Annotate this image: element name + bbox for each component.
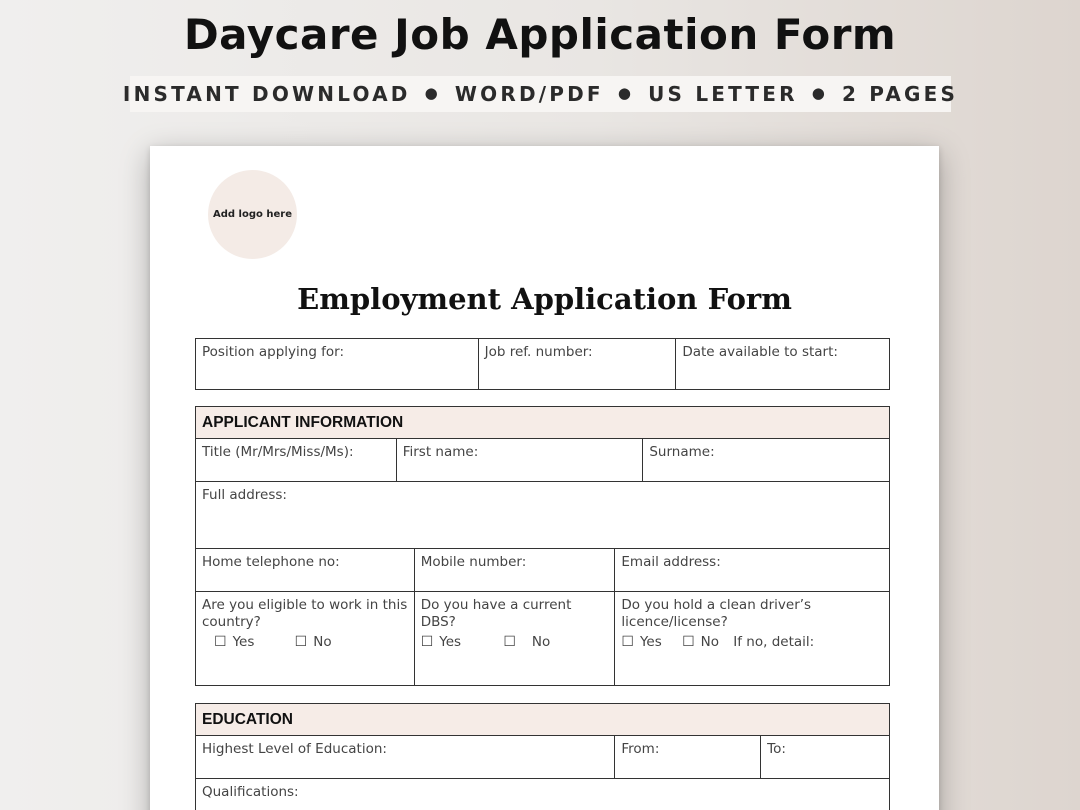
eligibility-question: Are you eligible to work in this country? [202, 597, 408, 630]
logo-placeholder: Add logo here [208, 170, 297, 259]
form-title: Employment Application Form [297, 282, 792, 316]
option-label: Yes [639, 634, 662, 650]
dbs-no-option[interactable] [503, 634, 550, 651]
bullet-icon: ● [811, 84, 829, 102]
first-name-field[interactable]: First name: [397, 439, 644, 482]
checkbox-icon[interactable]: ☐ [420, 634, 434, 650]
start-date-field[interactable]: Date available to start: [676, 339, 890, 390]
feature-banner [122, 76, 959, 112]
address-field[interactable]: Full address: [196, 482, 890, 549]
eligibility-cell [196, 592, 415, 686]
applicant-section-heading: APPLICANT INFORMATION [196, 407, 890, 439]
position-field[interactable]: Position applying for: [196, 339, 479, 390]
licence-cell [615, 592, 890, 686]
education-section-heading: EDUCATION [196, 704, 890, 736]
checkbox-icon[interactable]: ☐ [294, 634, 308, 650]
eligible-yes-option[interactable] [214, 634, 254, 651]
licence-detail-label: If no, detail: [733, 634, 815, 650]
banner-item-format: WORD/PDF [454, 82, 604, 106]
checkbox-icon[interactable]: ☐ [214, 634, 227, 650]
eligible-no-option[interactable] [295, 634, 332, 651]
banner-item-pages: 2 PAGES [842, 82, 959, 106]
page-title: Daycare Job Application Form [183, 10, 897, 59]
surname-field[interactable]: Surname: [643, 439, 890, 482]
checkbox-icon[interactable]: ☐ [503, 634, 516, 650]
email-field[interactable]: Email address: [615, 549, 890, 592]
dbs-yes-option[interactable] [421, 634, 461, 651]
from-field[interactable]: From: [615, 736, 761, 779]
job-ref-field[interactable]: Job ref. number: [479, 339, 677, 390]
option-label: Yes [232, 634, 255, 650]
title-field[interactable]: Title (Mr/Mrs/Miss/Ms): [196, 439, 397, 482]
banner-item-download: INSTANT DOWNLOAD [122, 82, 411, 106]
option-label: Yes [439, 634, 462, 650]
checkbox-icon[interactable]: ☐ [682, 634, 695, 650]
bullet-icon: ● [617, 84, 635, 102]
to-field[interactable]: To: [761, 736, 890, 779]
position-table [195, 338, 890, 390]
checkbox-icon[interactable]: ☐ [621, 634, 634, 650]
option-label: No [700, 634, 719, 650]
form-document [150, 146, 939, 810]
mobile-field[interactable]: Mobile number: [415, 549, 616, 592]
qualifications-field[interactable]: Qualifications: [196, 779, 890, 810]
bullet-icon: ● [424, 84, 441, 102]
option-label: No [531, 634, 551, 650]
option-label: No [313, 634, 332, 650]
home-phone-field[interactable]: Home telephone no: [196, 549, 415, 592]
education-table [195, 703, 890, 810]
banner-item-size: US LETTER [648, 82, 798, 106]
education-level-field[interactable]: Highest Level of Education: [196, 736, 615, 779]
licence-question: Do you hold a clean driver’s licence/license? [621, 597, 812, 630]
dbs-cell [415, 592, 616, 686]
dbs-question: Do you have a current DBS? [420, 597, 572, 630]
licence-no-option[interactable] [682, 634, 719, 651]
applicant-table [195, 406, 890, 686]
licence-yes-option[interactable] [621, 634, 661, 651]
